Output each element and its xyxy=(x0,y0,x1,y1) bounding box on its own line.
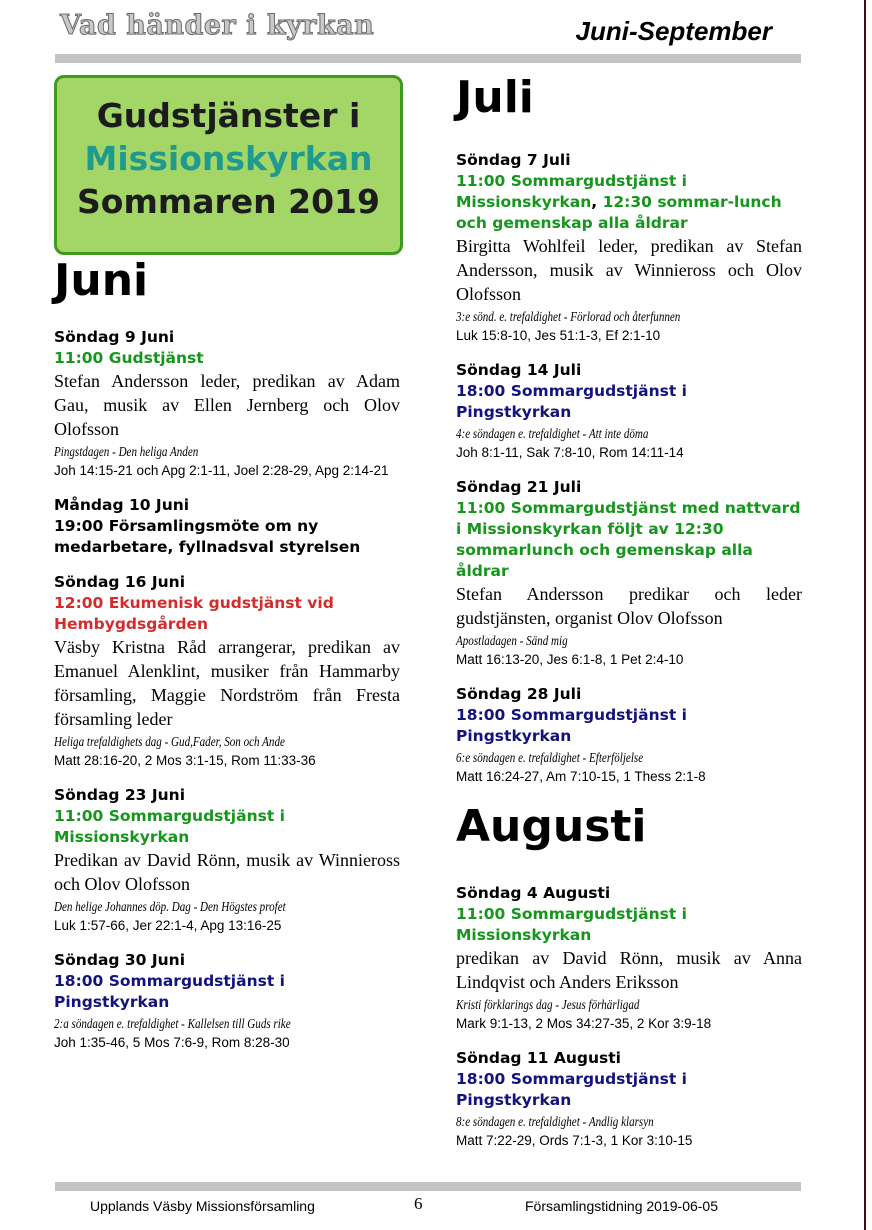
event-date: Söndag 7 Juli xyxy=(456,151,571,169)
event-service: 11:00 Sommargudstjänst med nattvard i Missionskyrkan följt av 12:30 sommarlunch och gemenskap alla åldrar xyxy=(456,499,801,580)
event-readings: Matt 7:22-29, Ords 7:1-3, 1 Kor 3:10-15 xyxy=(456,1133,693,1148)
banner-line-1: Gudstjänster i xyxy=(96,96,361,135)
event-augusti-4 xyxy=(456,883,802,1034)
event-juli-14 xyxy=(456,360,802,463)
event-juli-7 xyxy=(456,150,802,346)
event-readings: Joh 8:1-11, Sak 7:8-10, Rom 14:11-14 xyxy=(456,445,684,460)
masthead-title: Vad händer i kyrkan xyxy=(60,10,375,41)
event-service: 12:00 Ekumenisk gudstjänst vid Hembygdsgården xyxy=(54,594,334,633)
event-sunday-theme: Den helige Johannes döp. Dag - Den Högstes profet xyxy=(54,899,286,914)
event-juni-16 xyxy=(54,572,400,771)
event-date: Söndag 9 Juni xyxy=(54,328,175,346)
event-date: Måndag 10 Juni xyxy=(54,496,190,514)
event-service-separator: , xyxy=(591,193,603,211)
right-column xyxy=(456,72,802,1165)
event-readings: Luk 15:8-10, Jes 51:1-3, Ef 2:1-10 xyxy=(456,328,661,343)
event-date: Söndag 21 Juli xyxy=(456,478,582,496)
event-description: Stefan Andersson predikar och leder gudstjänsten, organist Olov Olofsson xyxy=(456,584,802,628)
event-service: 11:00 Sommargudstjänst i Missionskyrkan xyxy=(456,905,687,944)
event-service: 11:00 Gudstjänst xyxy=(54,349,204,367)
event-sunday-theme: 8:e söndagen e. trefaldighet - Andlig klarsyn xyxy=(456,1114,654,1129)
event-sunday-theme: Kristi förklarings dag - Jesus förhärligad xyxy=(456,997,640,1012)
event-date: Söndag 14 Juli xyxy=(456,361,582,379)
event-juli-21 xyxy=(456,477,802,670)
event-service-lunch: 12:30 sommar-lunch och gemenskap alla åldrar xyxy=(456,193,782,232)
event-date: Söndag 23 Juni xyxy=(54,786,186,804)
event-service: 18:00 Sommargudstjänst i Pingstkyrkan xyxy=(54,972,285,1011)
footer-publication: Församlingstidning 2019-06-05 xyxy=(525,1198,718,1214)
event-juli-28 xyxy=(456,684,802,787)
event-date: Söndag 28 Juli xyxy=(456,685,582,703)
event-service xyxy=(456,171,802,234)
header-rule xyxy=(55,54,801,63)
event-date: Söndag 4 Augusti xyxy=(456,884,611,902)
event-service: 11:00 Sommargudstjänst i Missionskyrkan xyxy=(54,807,285,846)
summer-banner xyxy=(54,75,403,255)
event-juni-9 xyxy=(54,327,400,481)
month-heading-juni: Juni xyxy=(54,255,149,306)
event-service-main: 11:00 Sommargudstjänst i Missionskyrkan xyxy=(456,172,687,211)
event-readings: Matt 16:13-20, Jes 6:1-8, 1 Pet 2:4-10 xyxy=(456,652,684,667)
event-readings: Joh 1:35-46, 5 Mos 7:6-9, Rom 8:28-30 xyxy=(54,1035,290,1050)
event-juni-30 xyxy=(54,950,400,1053)
event-readings: Matt 28:16-20, 2 Mos 3:1-15, Rom 11:33-36 xyxy=(54,753,316,768)
event-augusti-11 xyxy=(456,1048,802,1151)
footer-organization: Upplands Väsby Missionsförsamling xyxy=(90,1198,315,1214)
event-sunday-theme: Pingstdagen - Den heliga Anden xyxy=(54,444,199,459)
event-description: Väsby Kristna Råd arrangerar, predikan av Emanuel Alenklint, musiker från Hammarby församling, Maggie Nordström från Fresta församling leder xyxy=(54,637,400,729)
footer-page-number: 6 xyxy=(414,1194,423,1213)
event-readings: Luk 1:57-66, Jer 22:1-4, Apg 13:16-25 xyxy=(54,918,282,933)
event-service: 18:00 Sommargudstjänst i Pingstkyrkan xyxy=(456,1070,687,1109)
month-heading-juli: Juli xyxy=(456,72,534,123)
event-sunday-theme: 2:a söndagen e. trefaldighet - Kallelsen till Guds rike xyxy=(54,1016,291,1031)
event-sunday-theme: 6:e söndagen e. trefaldighet - Efterföljelse xyxy=(456,750,644,765)
event-date: Söndag 11 Augusti xyxy=(456,1049,621,1067)
event-juni-10 xyxy=(54,495,400,558)
banner-line-3: Sommaren 2019 xyxy=(77,182,380,221)
event-service: 18:00 Sommargudstjänst i Pingstkyrkan xyxy=(456,706,687,745)
event-readings: Matt 16:24-27, Am 7:10-15, 1 Thess 2:1-8 xyxy=(456,769,706,784)
event-sunday-theme: Heliga trefaldighets dag - Gud,Fader, Son och Ande xyxy=(54,734,285,749)
event-readings: Joh 14:15-21 och Apg 2:1-11, Joel 2:28-29, Apg 2:14-21 xyxy=(54,463,389,478)
event-service: 18:00 Sommargudstjänst i Pingstkyrkan xyxy=(456,382,687,421)
event-description: Predikan av David Rönn, musik av Winnieross och Olov Olofsson xyxy=(54,850,400,894)
event-date: Söndag 16 Juni xyxy=(54,573,186,591)
event-service: 19:00 Församlingsmöte om ny medarbetare, fyllnadsval styrelsen xyxy=(54,517,361,556)
banner-line-2: Missionskyrkan xyxy=(84,139,373,178)
footer-rule xyxy=(55,1182,801,1191)
event-date: Söndag 30 Juni xyxy=(54,951,186,969)
event-juni-23 xyxy=(54,785,400,936)
page-edge-border xyxy=(864,0,866,1230)
event-sunday-theme: 4:e söndagen e. trefaldighet - Att inte döma xyxy=(456,426,649,441)
event-description: predikan av David Rönn, musik av Anna Lindqvist och Anders Eriksson xyxy=(456,948,802,992)
event-readings: Mark 9:1-13, 2 Mos 34:27-35, 2 Kor 3:9-18 xyxy=(456,1016,712,1031)
event-description: Birgitta Wohlfeil leder, predikan av Stefan Andersson, musik av Winnieross och Olov Olofsson xyxy=(456,236,802,304)
event-sunday-theme: Apostladagen - Sänd mig xyxy=(456,633,568,648)
season-title: Juni-September xyxy=(575,16,772,46)
event-sunday-theme: 3:e sönd. e. trefaldighet - Förlorad och återfunnen xyxy=(456,309,681,324)
left-column xyxy=(54,75,400,1067)
event-description: Stefan Andersson leder, predikan av Adam Gau, musik av Ellen Jernberg och Olov Olofsson xyxy=(54,371,400,439)
month-heading-augusti: Augusti xyxy=(456,801,647,852)
